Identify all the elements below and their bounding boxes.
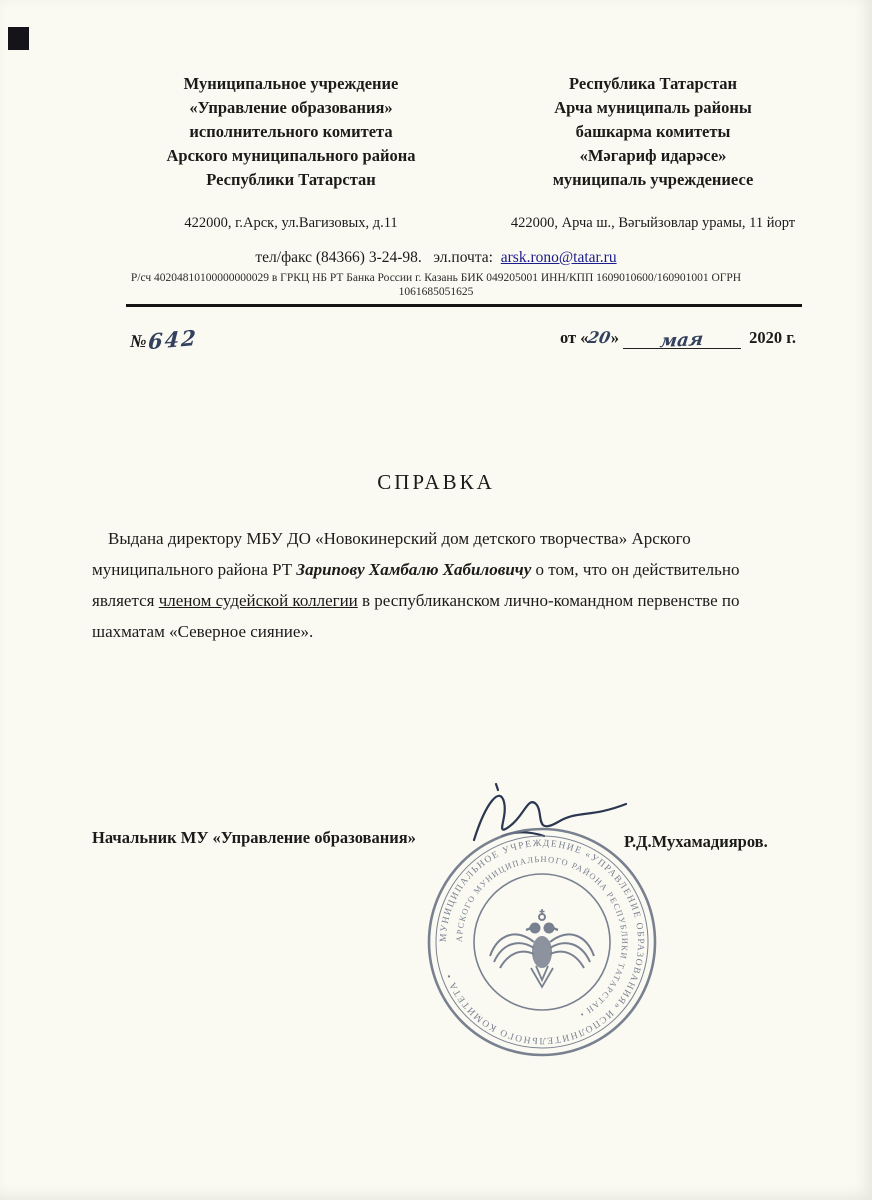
- signatory-title: Начальник МУ «Управление образования»: [92, 828, 416, 847]
- body-text: о том, что он действительно является: [92, 560, 740, 610]
- letterhead-line: Республики Татарстан: [206, 170, 376, 189]
- letterhead-line: исполнительного комитета: [189, 122, 393, 141]
- contact-line: [0, 249, 872, 267]
- document-title: СПРАВКА: [377, 470, 495, 494]
- handwritten-day: 20: [586, 328, 613, 347]
- document-number: [130, 324, 199, 355]
- letterhead-line: башкарма комитеты: [575, 122, 731, 141]
- underlined-role: членом судейской коллегии: [158, 591, 358, 610]
- letterhead-line: Арча муниципаль районы: [554, 98, 752, 117]
- reference-row: [0, 307, 872, 355]
- date-prefix: от «: [559, 328, 589, 347]
- address-russian: 422000, г.Арск, ул.Вагизовых, д.11: [184, 215, 398, 231]
- letterhead-line: муниципаль учреждениесе: [552, 170, 754, 189]
- bank-details: Р/сч 40204810100000000029 в ГРКЦ НБ РТ Банка России г. Казань БИК 049205001 ИНН/КПП 1609010600/160901001 ОГРН 1061685051625: [130, 272, 742, 298]
- signatory-name: Р.Д.Мухамадияров.: [624, 832, 768, 851]
- official-round-stamp: [422, 822, 662, 1062]
- document-date: [559, 327, 796, 353]
- letterhead-line: «Управление образования»: [189, 98, 393, 117]
- body-text: в республиканском лично-командном первенстве по шахматам «Северное сияние».: [92, 591, 740, 641]
- number-sign: №: [130, 331, 147, 351]
- email-label: эл.почта:: [433, 249, 493, 266]
- date-year: 2020 г.: [749, 328, 796, 347]
- letterhead-line: Республика Татарстан: [568, 74, 738, 93]
- phone-fax: тел/факс (84366) 3-24-98.: [255, 249, 422, 266]
- handwritten-month: мая: [659, 328, 705, 353]
- scan-corner-artifact: [8, 27, 29, 50]
- letterhead-line: «Мәгариф идарәсе»: [579, 146, 727, 165]
- stamp-outer-ring-text: МУНИЦИПАЛЬНОЕ УЧРЕЖДЕНИЕ «УПРАВЛЕНИЕ ОБРАЗОВАНИЯ» ИСПОЛНИТЕЛЬНОГО КОМИТЕТА •: [438, 838, 646, 1046]
- date-month-blank: [623, 327, 741, 353]
- letterhead: [0, 0, 872, 192]
- document-body: [92, 523, 788, 647]
- letterhead-line: Муниципальное учреждение: [183, 74, 399, 93]
- date-close-quote: »: [610, 328, 619, 347]
- stamp-inner-ring-text: АРСКОГО МУНИЦИПАЛЬНОГО РАЙОНА РЕСПУБЛИКИ ТАТАРСТАН •: [453, 853, 631, 1021]
- email-link[interactable]: arsk.rono@tatar.ru: [500, 249, 617, 266]
- double-headed-eagle-emblem: [490, 909, 594, 987]
- address-row: [0, 192, 872, 233]
- recipient-name: Зарипову Хамбалю Хабиловичу: [296, 560, 532, 579]
- body-text: Выдана директору МБУ ДО «Новокинерский дом детского творчества» Арского муниципального района РТ: [92, 529, 691, 579]
- letterhead-tatar-block: [498, 72, 808, 192]
- address-tatar: 422000, Арча ш., Вәгыйзовлар урамы, 11 йорт: [510, 215, 796, 231]
- handwritten-number: 642: [147, 324, 199, 355]
- letterhead-line: Арского муниципального района: [166, 146, 416, 165]
- letterhead-russian-block: [126, 72, 456, 192]
